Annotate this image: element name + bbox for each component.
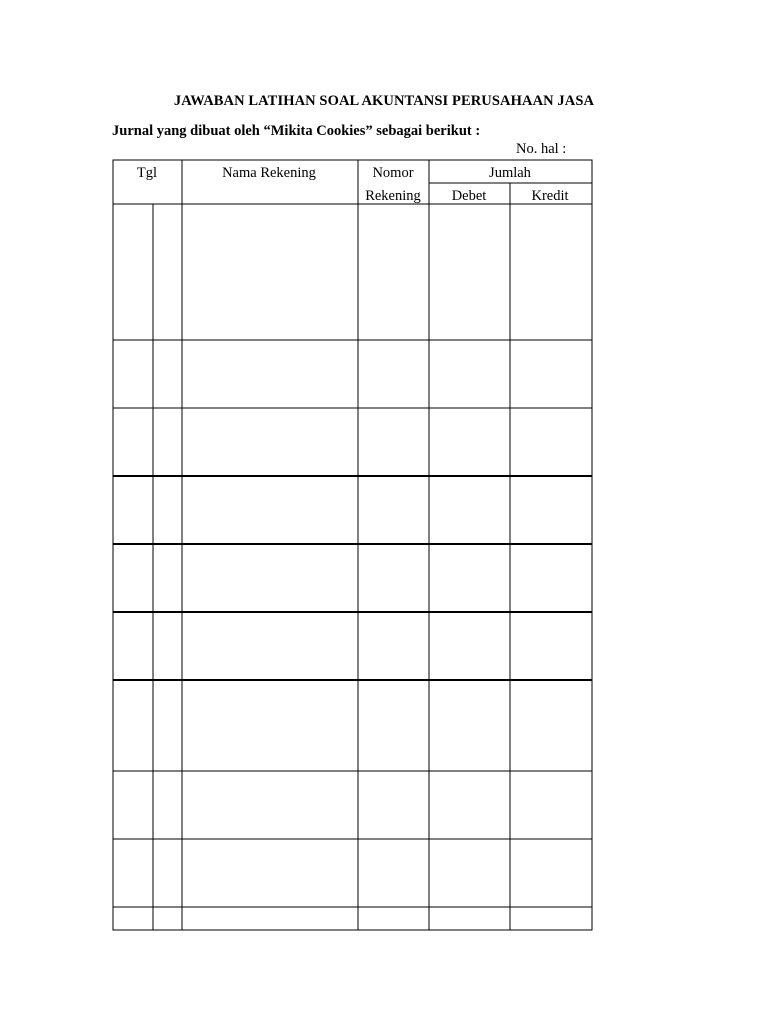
header-debit: Debet bbox=[451, 188, 487, 204]
header-amount: Jumlah bbox=[489, 165, 531, 181]
header-account-name: Nama Rekening bbox=[222, 165, 316, 181]
header-account-number-line2: Rekening bbox=[365, 188, 421, 204]
document-subtitle: Jurnal yang dibuat oleh “Mikita Cookies” sebagai berikut : bbox=[112, 123, 481, 139]
header-account-number-line1: Nomor bbox=[372, 165, 414, 181]
document-title: JAWABAN LATIHAN SOAL AKUNTANSI PERUSAHAAN JASA bbox=[173, 93, 595, 109]
header-credit: Kredit bbox=[531, 188, 569, 204]
header-date: Tgl bbox=[136, 165, 158, 181]
page-number-label: No. hal : bbox=[516, 141, 567, 157]
